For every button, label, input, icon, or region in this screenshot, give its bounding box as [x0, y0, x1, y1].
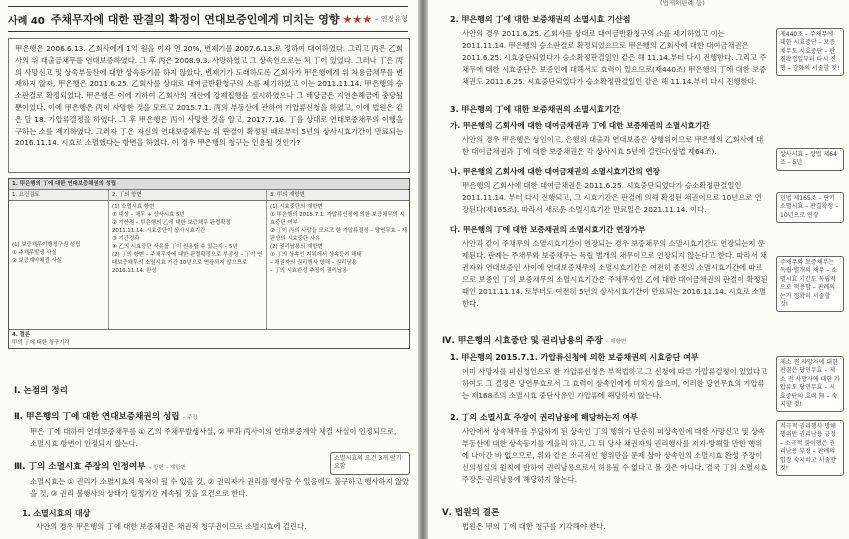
- table-body-row: [9, 201, 409, 329]
- conclusion-label: 4. 결론: [12, 332, 31, 338]
- section-2-title: Ⅱ. 甲은행의 丁에 대한 연대보증채권의 성립: [14, 412, 180, 422]
- table-conclusion: [9, 329, 409, 348]
- handwritten-note: (법제처판례 등): [660, 0, 705, 7]
- table-head-3: 3. 甲의 재항변: [270, 192, 305, 198]
- margin-memo-commercial-code: 상사시효 – 상법 제64조 – 5년: [776, 148, 844, 171]
- subsection-4-1-heading: 1. 甲은행의 2015.7.1. 가압류신청에 의한 보증채권의 시효중단 여부: [450, 353, 699, 362]
- table-head-2: 2. 丁의 항변: [109, 190, 267, 200]
- section-3-paragraph: 소멸시효는 ① 권리가 소멸시효의 목적이 될 수 있을 것, ② 권리자가 권리를 행사할 수 있음에도 불구하고 행사하지 않았을 것, ③ 권리 불행사의 상태가 일정기간 계속될 것을 요건으로 한다.: [30, 477, 410, 498]
- subsection-3-da-heading: 다. 甲은행의 丁에 대한 보증채권의 소멸시효기간 연장가부: [450, 225, 646, 234]
- table-header-row: [9, 190, 409, 201]
- section-2-paragraph: 甲은 丁에 대하여 연대보증채무를 ① 乙의 주채무발생사실, ② 甲과 丙사이의 연대보증계약 체결 사실이 인정되므로, 소멸시효 항변이 인정되지 않는다.: [30, 427, 397, 448]
- table-head-1: 1. 요건검토: [9, 190, 109, 200]
- section-1-heading: Ⅰ. 논점의 정리: [14, 386, 68, 396]
- table-cell-defense: (1) 소멸시효 항변 ① 대상 – 채무 + 상사시효 5년 ② 기산점 – 甲은행의 乙에 대한 보증채무 판결확정 2011.11.14. 시효중단이 상사시효기간 ③ 기간경과 ④ 乙의 시효중단 사유를 丁이 원용할 수 있는지 – 5년 (2) 丁의 항변 – 주채무자에 대한 판결확정으로 부종성 – 丁이 연대보증채무의 소멸시효 기간 10년으로 연장되지 않으므로 2016.11.14. 완성: [109, 201, 267, 329]
- section-4-heading: [442, 334, 626, 346]
- margin-memo-art165: 민법 제165조 – 단기소멸시효 – 판결확정 – 10년으로 연장: [776, 192, 844, 223]
- left-page: [0, 0, 418, 539]
- subsection-4-2-paragraph: 사안에서 상속채무를 부담하게 된 상속인 丁의 행위가 단순히 피상속인에 대한 사망신고 및 상속부동산에 대한 상속등기를 게을리 하고, 그 뒤 당사 채권자의 권리행사를 저지·방해할 만한 행위에 나아간 바 없으므로, 위와 같은 소극적인 행위만을 문제 삼아 상속인의 소멸시효 완성 주장이 신의성실의 원칙에 반하여 권리남용으로서 허용될 수 없다고 볼 것은 아니다. 결국 丁의 소멸시효 주장은 권리남용에 해당하지 않는다.: [462, 427, 768, 484]
- subsection-4-1-paragraph: 이미 사망자를 피신청인으로 한 가압류신청은 부적법하고 그 신청에 따른 가압류결정이 있었다고 하여도 그 결정은 당연무효로서 그 효력이 상속인에게 미치지 않으며, 이러한 당연무효의 가압류는 제168조의 소멸시효 중단사유인 가압류에 해당하지 않는다.: [462, 367, 768, 400]
- section-2-tag: – 주장: [182, 415, 198, 421]
- table-cell-rebuttal: (1) 시효중단의 재항변 ① 甲은행의 2015.7.1. 가압류신청에 의한 보증채무의 시효중단 여부 ② 丁이 丙의 사망을 모르고 한 가압류결정 – 당연무효 – 재판상의 시효중단 사유 (2) 권리남용의 재항변 ① 丁의 상속인 지위에서 상속등기 해태 – 채권자의 권리행사 방해 – 권리남용 – 丁의 시효완성 주장이 권리남용: [270, 204, 408, 274]
- case-number: 사례 40: [8, 15, 45, 27]
- section-3-heading: [14, 460, 186, 472]
- subsection-3-ga-heading: 가. 甲은행의 乙회사에 대한 대여금채권과 丁에 대한 보증채권의 소멸시효기간: [450, 121, 710, 130]
- subsection-3-ga-paragraph: 사안의 경우 甲은행은 상인이고, 은행의 대출과 연대보증은 상행위이므로 甲은행의 乙회사에 대한 대여금채권과 丁에 대한 보증채권은 각 상사시효 5년에 걸린다(상법 제64조).: [462, 135, 764, 156]
- margin-memo-independent-debt: 주채무와 보증채무는 독립·별개의 채무 – 소멸시효 기간도 독립적으로 적용함 – 판례의 논거 정확히 서술할 것!: [776, 256, 844, 312]
- subsection-3-heading: 3. 甲은행의 丁에 대한 보증채권의 소멸시효기간: [450, 105, 620, 114]
- case-facts-box: 甲은행은 2006.6.13. 乙회사에게 1억 원을 이자 연 20%, 변제기를 2007.6.13.로 정하여 대여하였다. 그리고 丙은 乙회사의 위 대출금채무를 연대보증하였다. 그 후 丙은 2008.9.3. 사망하였고 그 상속인으로는 처 丁이 있었다. 그러나 丁은 丙의 사망신고 및 상속부동산에 대한 상속등기를 하지 않았다. 변제기가 도래하도록 乙회사가 甲은행에게 위 차용금채무를 변제하지 않자, 甲은행은 2011.6.25. 乙회사를 상대로 대여금반환청구의 소를 제기하였고 이는 2011.11.14. 甲은행의 승소판결로 확정되었다. 甲은행은 이에 기하여 乙회사의 재산에 강제집행을 실시하였으나 그 배당금은 지연손해금에 충당될 뿐이었다. 이에 甲은행은 丙이 사망한 것을 모르고 2015.7.1. 丙의 부동산에 관하여 가압류신청을 하였고, 이에 법원은 같은 달 18. 가압류결정을 하였다. 그 후 甲은행은 丙이 사망한 것을 알고, 2017.7.16. 丁을 상대로 연대보증채무의 이행을 구하는 소를 제기하였다. 그러자 丁은 자신의 연대보증채무는 위 판결이 확정된 때로부터 5년의 상사시효기간이 만료되는 2016.11.14. 시효로 소멸했다는 항변을 하였다. 이 경우 甲은행의 청구는 인용될 것인가?: [8, 38, 410, 173]
- subsection-4-2-heading: 2. 丁의 소멸시효 주장이 권리남용에 해당하는지 여부: [450, 413, 638, 422]
- subsection-3-na-paragraph: 甲은행의 乙회사에 대한 대여금채권은 2011.6.25. 시효중단되었다가 승소확정판결일인 2011.11.14. 부터 다시 진행되고, 그 시효기간은 판결에 의해 확정된 채권이므로 10년으로 연장된다(제165조). 따라서 새로운 소멸시효기간 만료일은 2021.11.14. 이다.: [462, 181, 762, 214]
- table-title: 1. 甲은행의 丁에 대한 연대보증채권의 성립: [9, 179, 409, 190]
- subsection-3-da-paragraph: 사안과 같이 주채무의 소멸시효기간이 연장되는 경우 보증채무의 소멸시효기간도 연장되는지 문제된다. 판례는 주채무와 보증채무는 독립 별개의 채무이므로 연장되지 않는다고 한다. 따라서 채권자와 연대보증인 사이에 연대보증채무의 소멸시효기간은 여전히 종전의 소멸시효기간에 따르므로 보증인 丁의 보증채무의 소멸시효기간은 주채무자인 乙에 대한 대여금채권의 판결이 확정된 때인 2011.11.14. 로부터도 여전히 5년의 상사시효기간이 만료되는 2016.11.14. 시효로 소멸한다.: [462, 239, 768, 308]
- margin-memo-deceased-party: 제소 전 사망자에 대한 판결은 당연무효 – 제소 전 사망자에 대한 가압류도 당연무효 – 시효중단의 효력 無 – 숙지할 것!: [776, 356, 844, 412]
- analysis-table: [8, 178, 410, 349]
- table-cell-requirements: (1) 보증채무이행청구권 성립 ① 주채무발생 사실 ② 보증계약체결 사실: [9, 201, 109, 329]
- subsection-2-paragraph: 사안의 경우 2011.6.25. 乙회사를 상대로 대여금반환청구의 소를 제기하였고 이는 2011.11.14. 甲은행의 승소판결로 확정되었으므로 甲은행의 乙회사에 대한 대여금채권은 2011.6.25. 시효중단되었다가 승소확정판결일인 같은 해 11.14.부터 다시 진행한다. 그리고 주채무에 대한 시효중단은 보증인에 대해서도 효력이 있으므로(제440조) 甲은행의 丁에 대한 보증채권도 2011.6.25. 시효중단되었다가 승소확정판결일인 같은 해 11.14.부터 다시 진행한다.: [462, 29, 767, 86]
- subsection-3-1-paragraph: 사안의 경우 甲은행의 丁에 대한 보증채권은 채권적 청구권이므로 소멸시효에 걸린다.: [36, 522, 307, 531]
- section-2-heading: [14, 410, 198, 422]
- margin-memo-art440: 제440조 – 주채무에 대한 시효중단 – 보증채무도 시효중단 – 판결확정일부터 다시 진행 – 강화의 서술할 것!: [776, 28, 844, 76]
- case-type: – 연장유형: [375, 15, 408, 23]
- margin-memo-requirements: 소멸시효의 요건 3개 암기 요함: [330, 452, 410, 475]
- conclusion-text: 甲의 丁에 대한 청구기각: [12, 340, 70, 346]
- section-3-tag: – 항변 – 재항변: [148, 465, 186, 471]
- section-5-heading: Ⅴ. 법원의 결론: [442, 508, 500, 518]
- section-3-title: Ⅲ. 丁의 소멸시효 주장의 인정여부: [14, 462, 146, 472]
- subsection-3-1-heading: 1. 소멸시효의 대상: [22, 509, 91, 518]
- subsection-3-na-heading: 나. 甲은행의 乙회사에 대한 대여금채권의 소멸시효기간의 연장: [450, 167, 660, 176]
- difficulty-stars: ★★★: [342, 12, 373, 26]
- right-page: [428, 0, 849, 539]
- margin-memo-abuse-of-rights: 적극적 권리행사 방해 행위만 권리남용 긍정 – 소극적 불이행은 권리남용 부정 – 판례의 입장 숙지하고 서술할 것!: [776, 420, 844, 476]
- section-4-title: Ⅳ. 甲은행의 시효중단 및 권리남용의 주장: [442, 336, 603, 346]
- subsection-2-heading: 2. 甲은행의 丁에 대한 보증채권의 소멸시효 기산점: [450, 15, 631, 24]
- case-title: 주채무자에 대한 판결의 확정이 연대보증인에게 미치는 영향: [50, 13, 340, 26]
- section-4-tag: – 재항변: [605, 339, 627, 345]
- section-5-paragraph: 법원은 甲의 丁에 대한 청구를 기각해야 한다.: [462, 522, 606, 531]
- book-gutter: [418, 0, 428, 539]
- case-header: [8, 6, 408, 32]
